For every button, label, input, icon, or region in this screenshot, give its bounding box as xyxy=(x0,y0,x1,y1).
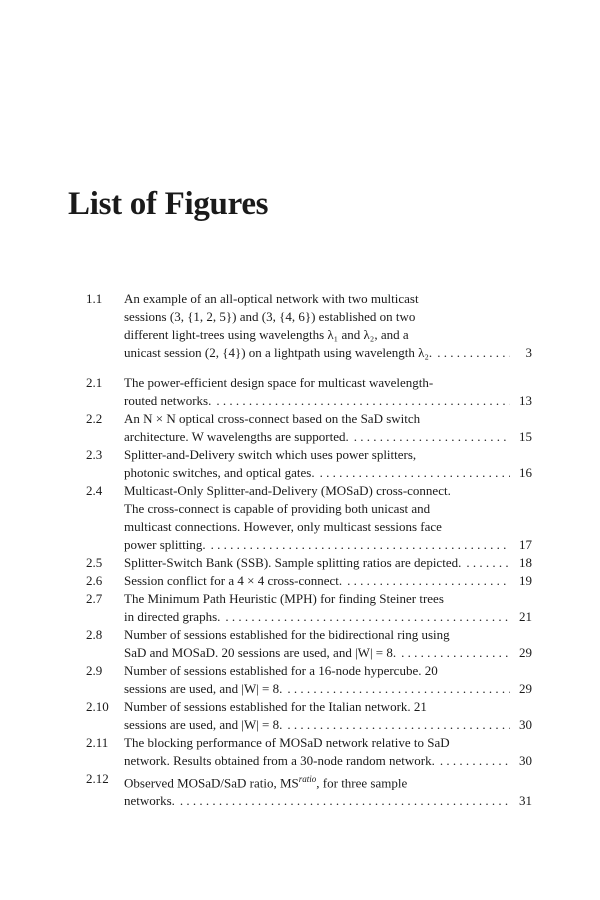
figure-caption xyxy=(124,590,532,626)
caption-line xyxy=(124,608,532,626)
dot-leaders xyxy=(282,680,510,698)
figure-caption xyxy=(124,482,532,554)
figure-number: 2.4 xyxy=(86,483,103,498)
caption-line xyxy=(124,716,532,734)
figure-number: 2.12 xyxy=(86,771,109,786)
caption-line: Splitter-and-Delivery switch which uses power splitters, xyxy=(124,447,417,462)
dot-leaders xyxy=(435,752,510,770)
figure-entry[interactable] xyxy=(86,482,532,554)
caption-line xyxy=(124,752,532,770)
figure-entry[interactable] xyxy=(86,698,532,734)
figure-number: 2.2 xyxy=(86,411,103,426)
figure-list xyxy=(86,290,532,810)
page-number: 30 xyxy=(519,717,532,732)
caption-line: An N × N optical cross-connect based on the SaD switch xyxy=(124,411,421,426)
caption-line-text: sessions are used, and |W| = 8. xyxy=(124,681,283,696)
figure-entry[interactable] xyxy=(86,590,532,626)
caption-line-text: routed networks. xyxy=(124,393,212,408)
figure-number: 2.3 xyxy=(86,447,103,462)
caption-line: Multicast-Only Splitter-and-Delivery (MOSaD) cross-connect. xyxy=(124,483,451,498)
page-number: 21 xyxy=(519,609,532,624)
figure-number: 2.6 xyxy=(86,573,103,588)
figure-number: 1.1 xyxy=(86,291,103,306)
dot-leaders xyxy=(282,716,510,734)
page-number: 18 xyxy=(519,555,532,570)
figure-number: 2.5 xyxy=(86,555,103,570)
caption-line xyxy=(124,344,532,362)
page-title: List of Figures xyxy=(68,186,269,222)
figure-caption xyxy=(124,410,532,446)
figure-number: 2.1 xyxy=(86,375,103,390)
caption-line-text: architecture. W wavelengths are supported. xyxy=(124,429,349,444)
figure-entry[interactable] xyxy=(86,446,532,482)
figure-caption xyxy=(124,770,532,810)
figure-caption xyxy=(124,554,532,572)
caption-line-text: photonic switches, and optical gates. xyxy=(124,465,315,480)
dot-leaders xyxy=(461,554,510,572)
page-number: 31 xyxy=(519,793,532,809)
caption-line xyxy=(124,392,532,410)
caption-line: Number of sessions established for the Italian network. 21 xyxy=(124,699,427,714)
figure-number: 2.9 xyxy=(86,663,103,678)
page-number: 17 xyxy=(519,537,532,552)
dot-leaders xyxy=(396,644,510,662)
caption-line: Observed MOSaD/SaD ratio, $MS^{ratio}$, for three sample xyxy=(124,774,408,791)
caption-line: Number of sessions established for a 16-node hypercube. 20 xyxy=(124,663,438,678)
figure-caption xyxy=(124,374,532,410)
caption-line-text: network. Results obtained from a 30-node random network. xyxy=(124,753,435,768)
dot-leaders xyxy=(220,608,510,626)
caption-line: The Minimum Path Heuristic (MPH) for finding Steiner trees xyxy=(124,591,444,606)
figure-caption xyxy=(124,626,532,662)
caption-line-text: networks. xyxy=(124,793,175,809)
caption-line: Number of sessions established for the bidirectional ring using xyxy=(124,627,450,642)
caption-line-text: unicast session (2, {4}) on a lightpath using wavelength λ₂. xyxy=(124,345,433,360)
figure-entry[interactable] xyxy=(86,770,532,810)
dot-leaders xyxy=(349,428,510,446)
caption-line xyxy=(124,644,532,662)
caption-line: The blocking performance of MOSaD network relative to SaD xyxy=(124,735,450,750)
figure-caption xyxy=(124,662,532,698)
figure-caption xyxy=(124,290,532,362)
figure-number: 2.8 xyxy=(86,627,103,642)
figure-caption xyxy=(124,734,532,770)
caption-line-text: Session conflict for a 4 × 4 cross-connect. xyxy=(124,573,343,588)
figure-number: 2.10 xyxy=(86,699,109,714)
caption-line xyxy=(124,572,532,590)
figure-entry[interactable] xyxy=(86,410,532,446)
caption-line xyxy=(124,428,532,446)
figure-entry[interactable] xyxy=(86,290,532,362)
dot-leaders xyxy=(211,392,510,410)
caption-line xyxy=(124,464,532,482)
caption-line xyxy=(124,554,532,572)
caption-line: An example of an all-optical network with two multicast xyxy=(124,291,419,306)
page-number: 13 xyxy=(519,393,532,408)
figure-entry[interactable] xyxy=(86,554,532,572)
caption-line: The power-efficient design space for multicast wavelength- xyxy=(124,375,434,390)
figure-entry[interactable] xyxy=(86,374,532,410)
caption-line xyxy=(124,792,532,810)
caption-line: different light-trees using wavelengths λ₁ and λ₂, and a xyxy=(124,327,409,342)
page-number: 3 xyxy=(525,345,532,360)
figure-entry[interactable] xyxy=(86,626,532,662)
page-number: 29 xyxy=(519,681,532,696)
figure-number: 2.11 xyxy=(86,735,109,750)
figure-caption xyxy=(124,698,532,734)
page-number: 19 xyxy=(519,573,532,588)
figure-caption xyxy=(124,446,532,482)
caption-line: multicast connections. However, only multicast sessions face xyxy=(124,519,442,534)
figure-caption xyxy=(124,572,532,590)
caption-line: The cross-connect is capable of providing both unicast and xyxy=(124,501,431,516)
figure-entry[interactable] xyxy=(86,572,532,590)
caption-line xyxy=(124,536,532,554)
caption-line xyxy=(124,680,532,698)
caption-line: sessions (3, {1, 2, 5}) and (3, {4, 6}) established on two xyxy=(124,309,416,324)
dot-leaders xyxy=(175,792,510,810)
figure-entry[interactable] xyxy=(86,734,532,770)
page-number: 30 xyxy=(519,753,532,768)
dot-leaders xyxy=(206,536,510,554)
page-number: 15 xyxy=(519,429,532,444)
dot-leaders xyxy=(342,572,510,590)
caption-line-text: in directed graphs. xyxy=(124,609,221,624)
figure-number: 2.7 xyxy=(86,591,103,606)
caption-line-text: sessions are used, and |W| = 8. xyxy=(124,717,283,732)
dot-leaders xyxy=(432,344,510,362)
figure-entry[interactable] xyxy=(86,662,532,698)
caption-line-text: power splitting. xyxy=(124,537,206,552)
caption-line-text: SaD and MOSaD. 20 sessions are used, and |W| = 8. xyxy=(124,645,397,660)
dot-leaders xyxy=(315,464,510,482)
page-number: 16 xyxy=(519,465,532,480)
caption-line-text: Splitter-Switch Bank (SSB). Sample splitting ratios are depicted. xyxy=(124,555,462,570)
page-number: 29 xyxy=(519,645,532,660)
